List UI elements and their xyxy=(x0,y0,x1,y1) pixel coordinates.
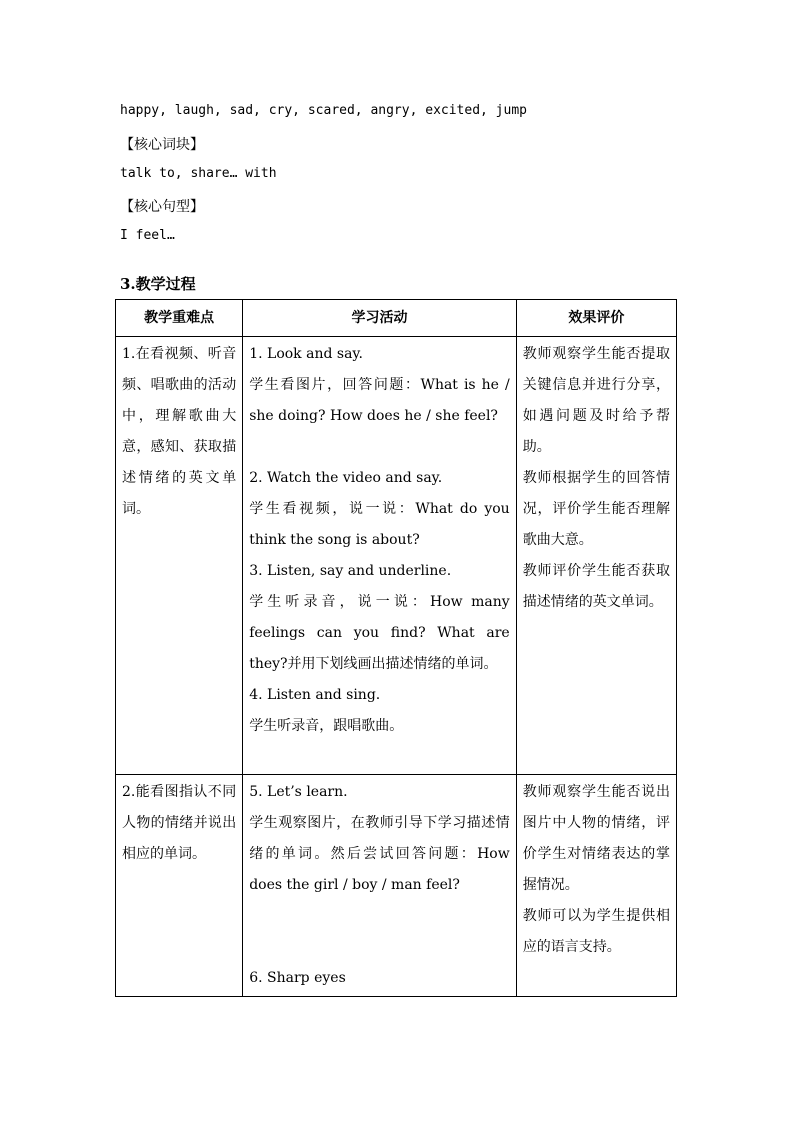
focus-cell xyxy=(116,337,243,775)
activity-step: 3. Listen, say and underline. xyxy=(249,563,452,579)
evaluation-cell xyxy=(516,775,676,997)
activity-step: 1. Look and say. xyxy=(249,346,363,362)
focus-cell xyxy=(116,775,243,997)
activity-desc: 学生看视频，说一说：What do you think the song is about? xyxy=(249,501,510,548)
header-activities: 学习活动 xyxy=(243,300,516,337)
evaluation-cell xyxy=(516,337,676,775)
activity-step: 5. Let’s learn. xyxy=(249,784,348,800)
activity-step: 4. Listen and sing. xyxy=(249,687,381,703)
activity-step: 2. Watch the video and say. xyxy=(249,470,443,486)
spacer xyxy=(249,432,509,463)
teaching-process-table xyxy=(115,299,677,997)
activity-desc: 学生看图片，回答问题：What is he / she doing? How does he / she feel? xyxy=(249,377,510,424)
table-row xyxy=(116,337,677,775)
activity-desc: 学生听录音，跟唱歌曲。 xyxy=(249,718,404,734)
evaluation-text: 教师根据学生的回答情况，评价学生能否理解歌曲大意。 xyxy=(522,470,670,548)
activities-cell xyxy=(243,775,516,997)
activities-cell xyxy=(243,337,516,775)
table-row xyxy=(116,775,677,997)
core-patterns-heading: 【核心句型】 xyxy=(120,199,204,215)
evaluation-text: 教师观察学生能否提取关键信息并进行分享，如遇问题及时给予帮助。 xyxy=(522,346,670,455)
core-chunks-heading: 【核心词块】 xyxy=(120,137,204,153)
evaluation-text: 教师可以为学生提供相应的语言支持。 xyxy=(522,908,670,955)
focus-text: 2.能看图指认不同人物的情绪并说出相应的单词。 xyxy=(122,784,237,862)
activity-step: 6. Sharp eyes xyxy=(249,970,346,986)
section-title: 3.教学过程 xyxy=(120,275,196,293)
activity-desc: 学生观察图片，在教师引导下学习描述情绪的单词。然后尝试回答问题：How does the girl / boy / man feel? xyxy=(249,815,510,893)
header-evaluation: 效果评价 xyxy=(516,300,676,337)
spacer xyxy=(249,901,509,963)
evaluation-text: 教师评价学生能否获取描述情绪的英文单词。 xyxy=(522,563,670,610)
evaluation-text: 教师观察学生能否说出图片中人物的情绪，评价学生对情绪表达的掌握情况。 xyxy=(522,784,670,893)
core-patterns-line: I feel… xyxy=(120,228,175,243)
activity-desc: 学生听录音，说一说：How many feelings can you find? What are they?并用下划线画出描述情绪的单词。 xyxy=(249,594,510,672)
header-focus: 教学重难点 xyxy=(116,300,243,337)
core-words-line: happy, laugh, sad, cry, scared, angry, excited, jump xyxy=(120,103,527,118)
core-chunks-line: talk to, share… with xyxy=(120,166,277,181)
table-header-row xyxy=(116,300,677,337)
focus-text: 1.在看视频、听音频、唱歌曲的活动中，理解歌曲大意，感知、获取描述情绪的英文单词。 xyxy=(122,346,237,517)
